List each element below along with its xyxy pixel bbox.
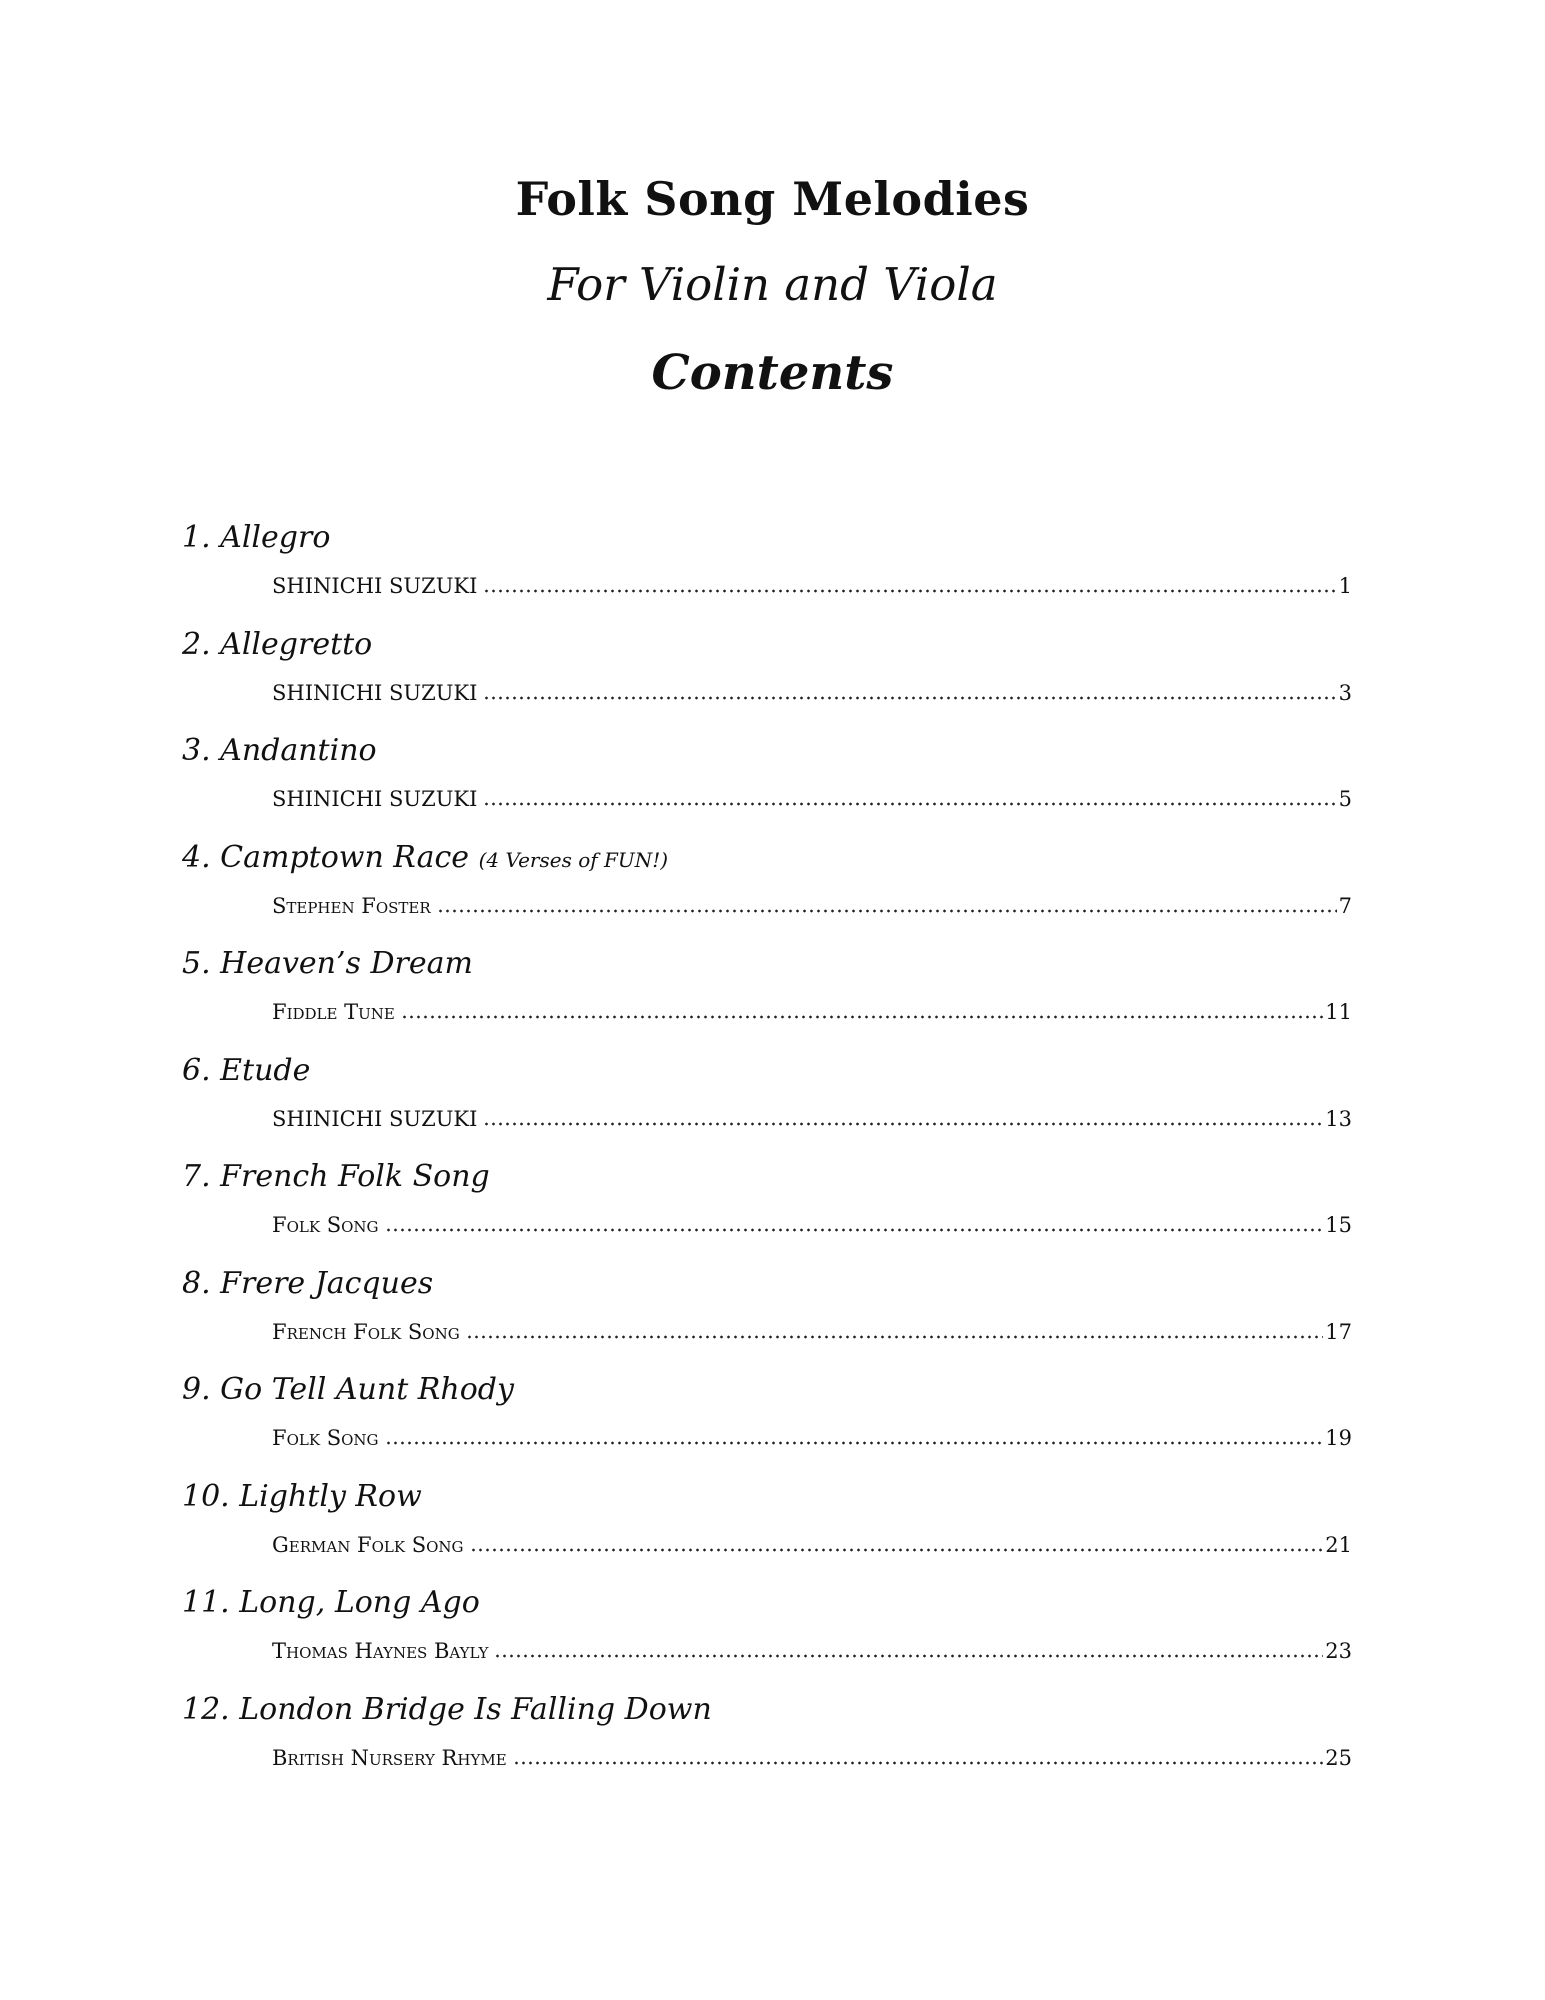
page-number: 19 [1325,1426,1352,1450]
piece-title: 2. Allegretto [182,626,373,662]
page-number: 25 [1325,1745,1352,1770]
toc-entry-title [182,516,330,560]
dot-leader [483,1121,1323,1127]
composer: Folk Song [272,1426,379,1450]
toc-entry[interactable] [0,623,1545,730]
dot-leader [437,908,1337,914]
table-of-contents [0,516,1545,1794]
piece-title: 7. French Folk Song [182,1159,490,1194]
dot-leader [466,1334,1324,1340]
composer: German Folk Song [272,1532,464,1557]
toc-entry-title [182,729,377,773]
toc-entry-title [182,836,668,882]
toc-entry-title [182,623,372,667]
composer: French Folk Song [272,1319,460,1344]
toc-entry-line [272,1420,1352,1452]
contents-heading: Contents [651,345,894,401]
dot-leader [513,1760,1324,1766]
dot-leader [401,1014,1323,1020]
toc-entry[interactable] [0,942,1545,1049]
toc-entry[interactable] [0,1262,1545,1369]
toc-entry[interactable] [0,729,1545,836]
piece-title: 9. Go Tell Aunt Rhody [182,1372,514,1407]
toc-entry[interactable] [0,516,1545,623]
toc-entry[interactable] [0,1368,1545,1475]
toc-entry[interactable] [0,1155,1545,1262]
toc-entry-title [182,1262,433,1306]
composer: Stephen Foster [272,893,431,918]
toc-entry-title [182,1368,514,1412]
toc-entry[interactable] [0,836,1545,943]
toc-entry[interactable] [0,1688,1545,1795]
page-number: 1 [1338,574,1352,598]
document-subtitle: For Violin and Viola [547,258,998,311]
piece-title: 6. Etude [182,1052,311,1088]
dot-leader [470,1547,1324,1553]
dot-leader [483,801,1336,807]
page-number: 5 [1338,787,1352,811]
composer: Thomas Haynes Bayly [272,1639,489,1663]
composer: Folk Song [272,1213,379,1237]
toc-entry-line [272,994,1352,1026]
page-number: 21 [1325,1532,1352,1557]
toc-entry[interactable] [0,1049,1545,1156]
composer: SHINICHI SUZUKI [272,787,478,811]
page-number: 15 [1325,1213,1352,1237]
piece-title: 4. Camptown Race [182,839,470,875]
page-number: 13 [1325,1106,1352,1131]
piece-title: 11. Long, Long Ago [182,1585,480,1620]
composer: British Nursery Rhyme [272,1745,507,1770]
toc-entry-title [182,1049,310,1093]
toc-entry[interactable] [0,1475,1545,1582]
piece-title: 12. London Bridge Is Falling Down [182,1691,712,1727]
dot-leader [483,695,1336,701]
piece-title: 10. Lightly Row [182,1478,422,1514]
page-number: 3 [1338,680,1352,705]
toc-entry-line [272,1527,1352,1559]
composer: SHINICHI SUZUKI [272,680,478,705]
toc-entry-title [182,942,473,986]
toc-entry-title [182,1581,480,1625]
toc-entry-line [272,1101,1352,1133]
document-title: Folk Song Melodies [515,172,1030,226]
page-number: 23 [1325,1639,1352,1663]
toc-entry-title [182,1155,490,1199]
toc-entry-title [182,1688,712,1732]
piece-note: (4 Verses of FUN!) [478,847,669,872]
toc-entry-line [272,1740,1352,1772]
toc-entry-line [272,781,1352,813]
page-number: 11 [1325,1000,1352,1024]
piece-title: 1. Allegro [182,520,331,555]
toc-entry-title [182,1475,422,1519]
dot-leader [483,588,1336,594]
toc-entry-line [272,1633,1352,1665]
toc-entry-line [272,888,1352,920]
dot-leader [494,1653,1323,1659]
toc-entry-line [272,568,1352,600]
page-number: 7 [1338,893,1352,918]
toc-entry[interactable] [0,1581,1545,1688]
composer: Fiddle Tune [272,1000,395,1024]
toc-entry-line [272,1207,1352,1239]
piece-title: 3. Andantino [182,733,377,768]
toc-entry-line [272,675,1352,707]
composer: SHINICHI SUZUKI [272,1106,478,1131]
dot-leader [385,1440,1324,1446]
toc-entry-line [272,1314,1352,1346]
piece-title: 8. Frere Jacques [182,1265,434,1301]
page-number: 17 [1325,1319,1352,1344]
piece-title: 5. Heaven’s Dream [182,946,473,981]
dot-leader [385,1227,1324,1233]
composer: SHINICHI SUZUKI [272,574,478,598]
